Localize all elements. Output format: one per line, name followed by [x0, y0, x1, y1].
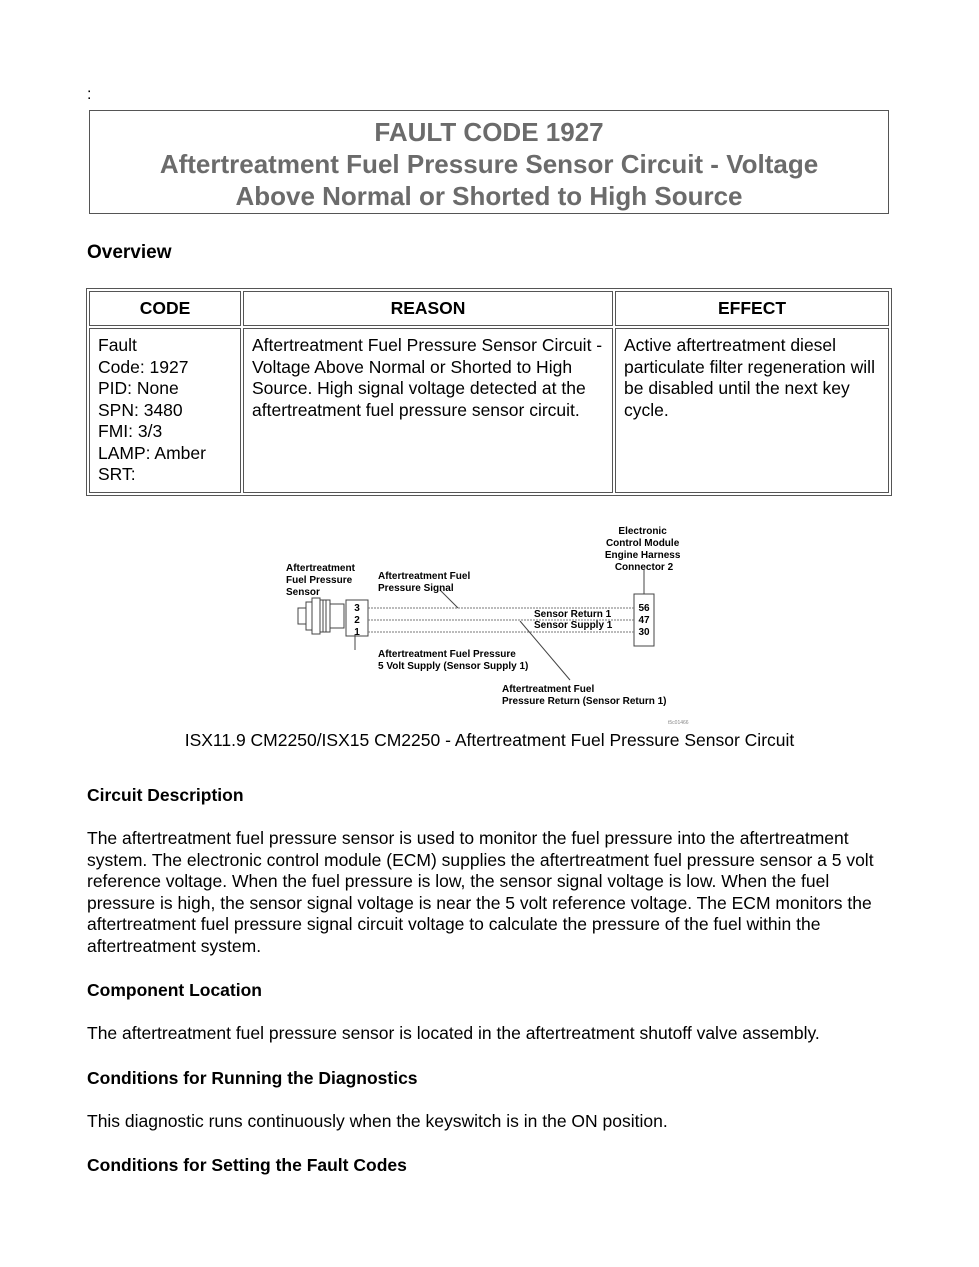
ecm-pin-30: 30	[638, 627, 650, 638]
return-label: Aftertreatment Fuel Pressure Return (Sensor Return 1)	[502, 684, 667, 707]
ecm-label: Electronic Control Module Engine Harness Connector 2	[604, 526, 681, 573]
sensor-pin-3: 3	[354, 603, 360, 614]
component-location-text: The aftertreatment fuel pressure sensor is located in the aftertreatment shutoff valve assembly.	[87, 1023, 820, 1043]
code-line: FMI: 3/3	[98, 421, 163, 441]
signal-label: Aftertreatment Fuel Pressure Signal	[378, 571, 471, 594]
fault-description-line2: Above Normal or Shorted to High Source	[235, 181, 743, 211]
code-line: Fault	[98, 335, 137, 355]
ecm-pin-56: 56	[638, 603, 650, 614]
code-cell	[89, 328, 241, 493]
table-header-row	[89, 291, 889, 326]
code-line: Code: 1927	[98, 356, 189, 377]
code-line: LAMP: Amber	[98, 442, 206, 463]
diagram-caption: ISX11.9 CM2250/ISX15 CM2250 - Aftertreatment Fuel Pressure Sensor Circuit	[184, 730, 795, 750]
fault-description-line1: Aftertreatment Fuel Pressure Sensor Circuit - Voltage	[159, 149, 819, 179]
header-effect: EFFECT	[615, 291, 889, 326]
circuit-description-text: The aftertreatment fuel pressure sensor is used to monitor the fuel pressure into the aftertreatment system. The electronic control module (ECM) supplies the aftertreatment fuel pressure sensor a 5 volt reference voltage. When the fuel pressure is low, the sensor signal voltage is low. When the fuel pressure is high, the sensor signal voltage is near the 5 volt reference voltage. The ECM monitors the aftertreatment fuel pressure signal circuit voltage to calculate the pressure of the fuel within the aftertreatment system.	[87, 828, 874, 956]
leading-colon: :	[87, 86, 92, 103]
header-reason: REASON	[243, 291, 613, 326]
sensor-pin-1: 1	[354, 627, 360, 638]
component-location-heading: Component Location	[87, 980, 262, 1000]
setting-fault-codes-heading: Conditions for Setting the Fault Codes	[87, 1155, 407, 1175]
circuit-description-heading: Circuit Description	[87, 785, 244, 805]
overview-heading: Overview	[87, 242, 172, 263]
fault-table	[86, 288, 892, 496]
fault-code-title: FAULT CODE 1927	[374, 117, 604, 147]
supply-label: Aftertreatment Fuel Pressure 5 Volt Supply (Sensor Supply 1)	[378, 649, 529, 672]
running-diagnostics-text: This diagnostic runs continuously when the keyswitch is in the ON position.	[87, 1111, 668, 1131]
effect-cell: Active aftertreatment diesel particulate filter regeneration will be disabled until the next key cycle.	[615, 328, 889, 493]
code-line: SRT:	[98, 464, 136, 484]
title-box	[89, 110, 889, 214]
header-code: CODE	[89, 291, 241, 326]
code-line: SPN: 3480	[98, 399, 183, 420]
sensor-pin-2: 2	[354, 615, 360, 626]
sensor-label: Aftertreatment Fuel Pressure Sensor	[286, 563, 355, 598]
ecm-pin-47: 47	[638, 615, 650, 626]
code-line: PID: None	[98, 378, 179, 398]
reason-cell: Aftertreatment Fuel Pressure Sensor Circuit - Voltage Above Normal or Shorted to High Source. High signal voltage detected at the aftertreatment fuel pressure sensor circuit.	[243, 328, 613, 493]
running-diagnostics-heading: Conditions for Running the Diagnostics	[87, 1068, 418, 1088]
figure-id: t5c01466	[668, 720, 689, 726]
wire-return-label: Sensor Return 1	[534, 609, 612, 620]
wire-supply-label: Sensor Supply 1	[534, 620, 613, 631]
circuit-diagram	[280, 520, 700, 730]
table-row	[89, 328, 889, 493]
sensor-body-icon	[298, 598, 344, 634]
